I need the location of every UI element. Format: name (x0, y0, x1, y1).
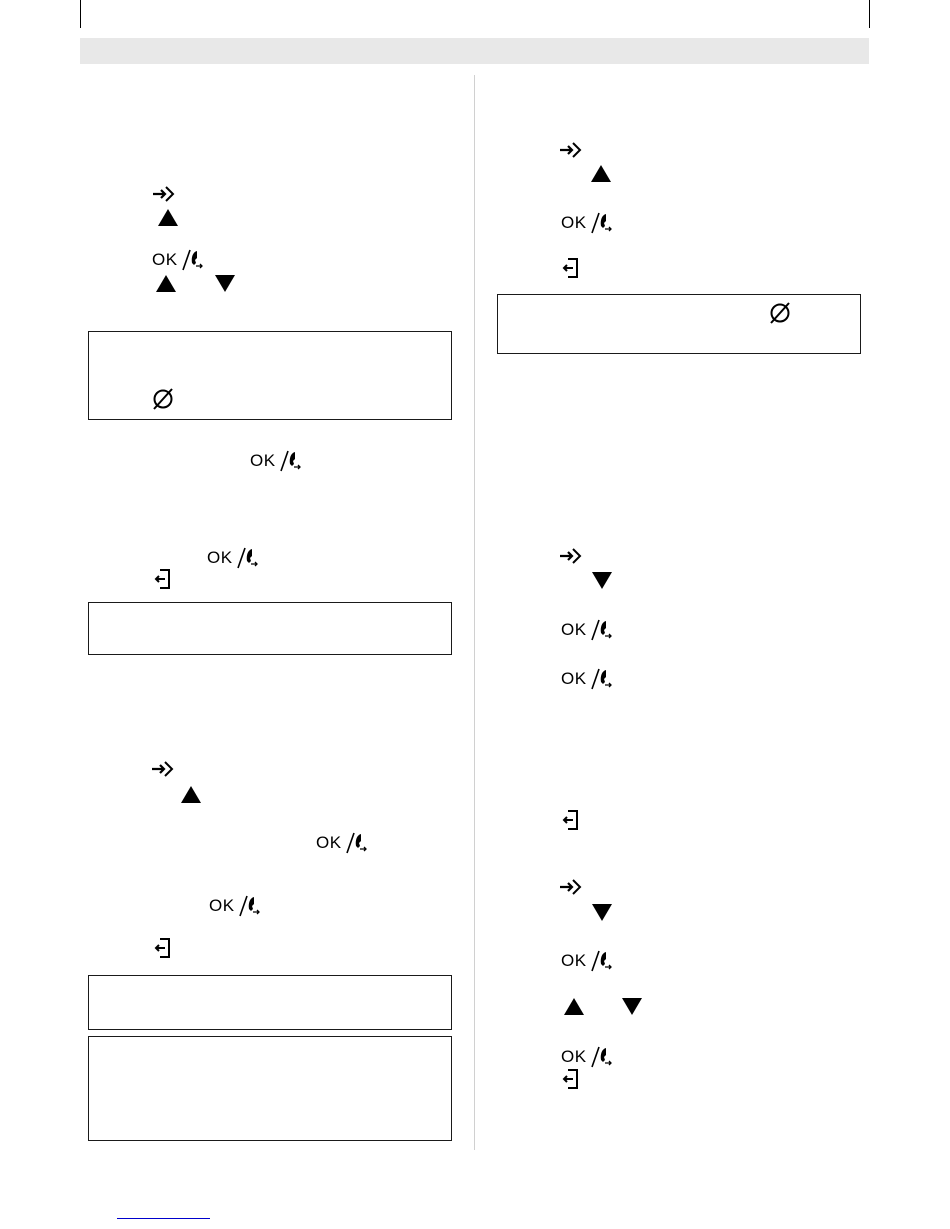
ok-key-label: OK (561, 213, 587, 232)
ok-key-label: OK (152, 250, 178, 269)
menu-enter-icon (151, 758, 177, 780)
page-header-bar (80, 38, 869, 64)
ok-key-label: OK (561, 1047, 587, 1066)
cancel-slash-icon (151, 388, 175, 410)
triangle-up-icon (180, 785, 202, 804)
triangle-down-icon (591, 903, 613, 922)
ok-key-label: OK (561, 951, 587, 970)
ok-key-label: OK (561, 620, 587, 639)
crop-mark-top-left (80, 0, 81, 28)
exit-back-icon (155, 938, 171, 958)
triangle-up-icon (563, 997, 585, 1016)
crop-mark-top-right (869, 0, 870, 28)
menu-enter-icon (559, 876, 585, 898)
triangle-down-icon (621, 997, 643, 1016)
menu-enter-icon (559, 139, 585, 161)
note-box (88, 1036, 452, 1141)
triangle-down-icon (591, 571, 613, 590)
triangle-up-icon (157, 208, 179, 227)
triangle-down-icon (214, 274, 236, 293)
triangle-up-icon (590, 164, 612, 183)
note-box (497, 294, 861, 354)
ok-key-label: OK (207, 548, 233, 567)
note-box (88, 331, 452, 420)
column-divider (474, 75, 475, 1150)
exit-back-icon (563, 810, 579, 830)
menu-enter-icon (152, 183, 178, 205)
menu-enter-icon (559, 545, 585, 567)
exit-back-icon (563, 258, 579, 278)
exit-back-icon (155, 569, 171, 589)
ok-key-label: OK (250, 451, 276, 470)
triangle-up-icon (155, 274, 177, 293)
cancel-slash-icon (768, 302, 792, 324)
exit-back-icon (563, 1069, 579, 1089)
ok-key-label: OK (209, 896, 235, 915)
footer-link[interactable] (117, 1218, 210, 1219)
ok-key-label: OK (561, 669, 587, 688)
note-box (88, 975, 452, 1030)
ok-key-label: OK (316, 833, 342, 852)
note-box (88, 602, 452, 655)
